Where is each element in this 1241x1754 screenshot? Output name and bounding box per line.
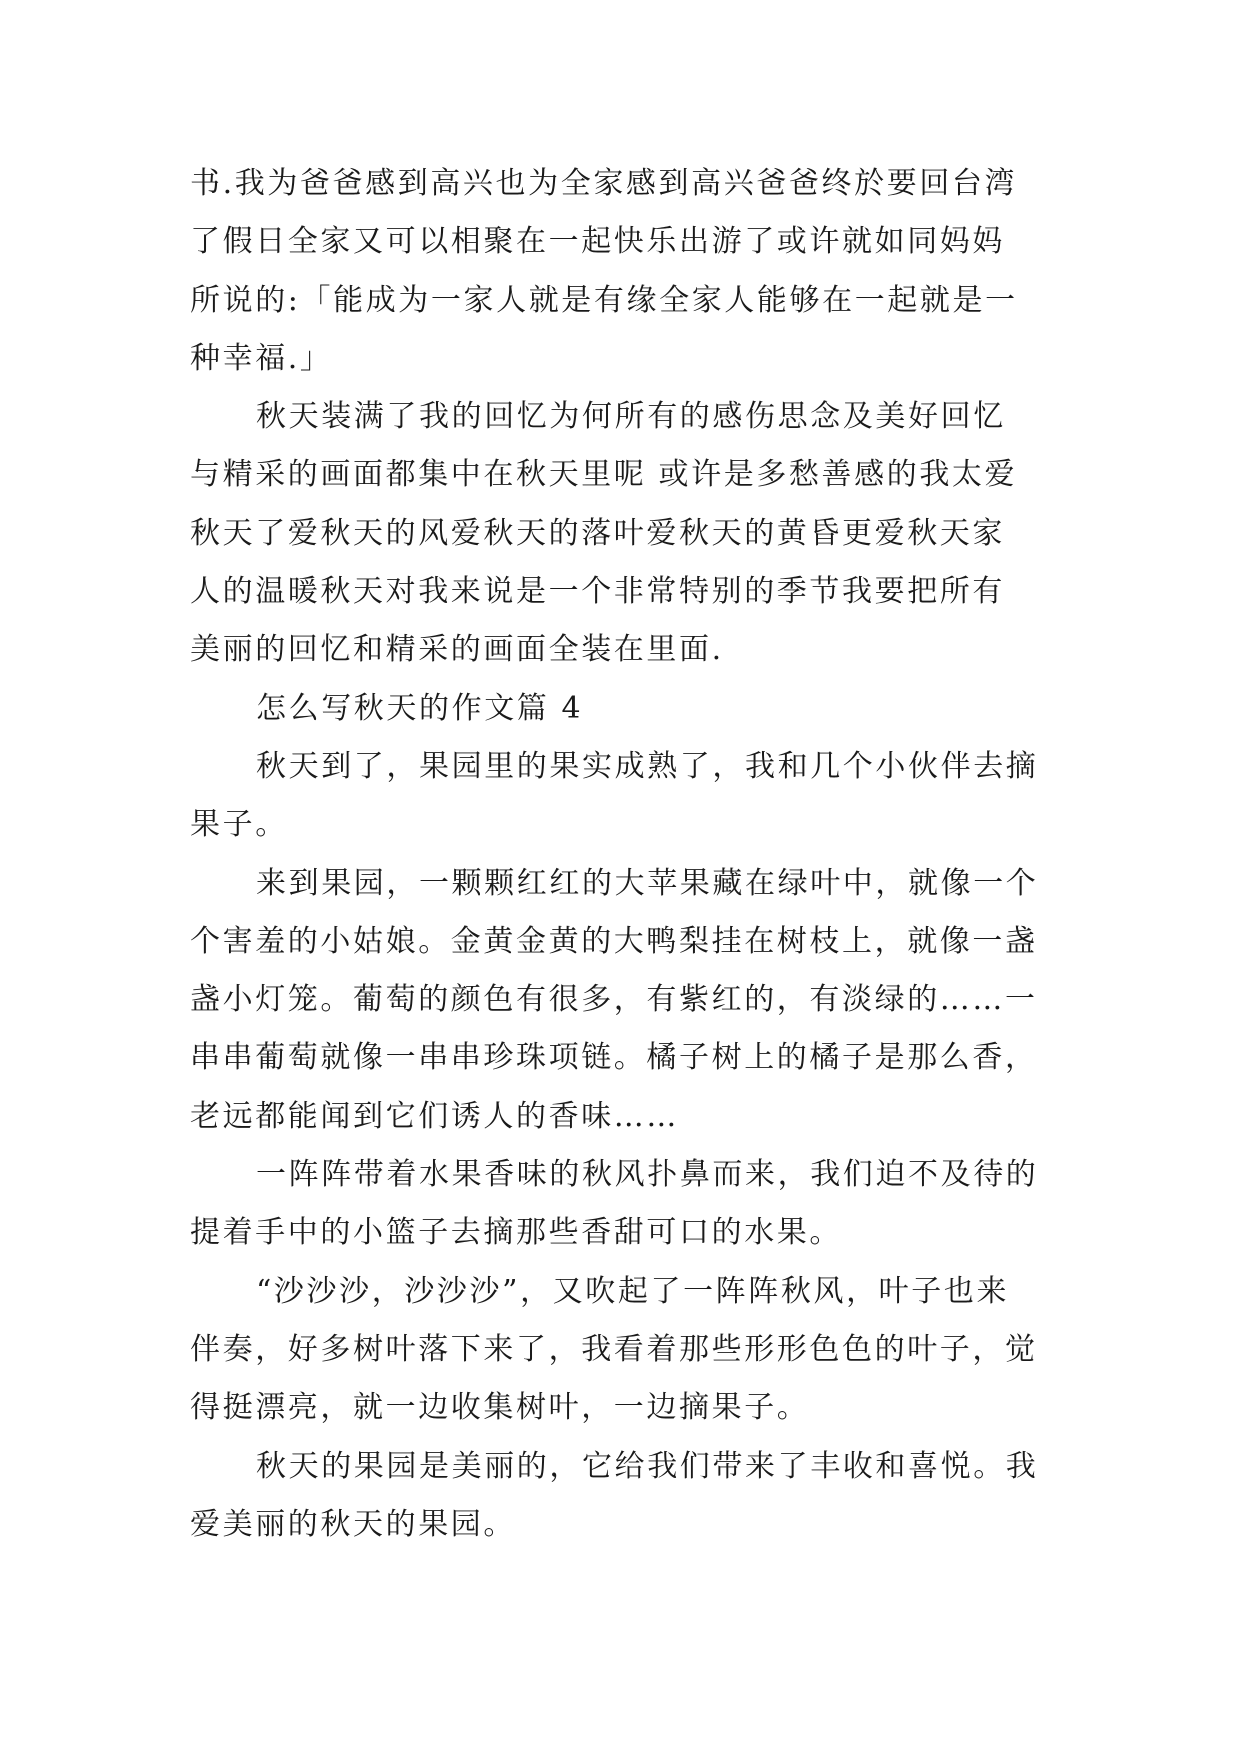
text-line: 得挺漂亮，就一边收集树叶，一边摘果子。 — [190, 1390, 810, 1426]
text-line: 个害羞的小姑娘。金黄金黄的大鸭梨挂在树枝上，就像一盏 — [190, 923, 1038, 959]
text-line: 所说的:「能成为一家人就是有缘全家人能够在一起就是一 — [190, 282, 1018, 318]
document-page — [190, 155, 1070, 1554]
paragraph-first-line: 一阵阵带着水果香味的秋风扑鼻而来，我们迫不及待的 — [256, 1157, 1039, 1193]
text-line: 了假日全家又可以相聚在一起快乐出游了或许就如同妈妈 — [190, 224, 1005, 260]
text-line: 果子。 — [190, 807, 288, 843]
paragraph-first-line: “沙沙沙，沙沙沙”，又吹起了一阵阵秋风，叶子也来 — [256, 1273, 1010, 1309]
text-line: 美丽的回忆和精采的画面全装在里面. — [190, 632, 724, 668]
text-line: 老远都能闻到它们诱人的香味…… — [190, 1098, 679, 1134]
text-line: 提着手中的小篮子去摘那些香甜可口的水果。 — [190, 1215, 842, 1251]
text-line: 与精采的画面都集中在秋天里呢 或许是多愁善感的我太爱 — [190, 457, 1018, 493]
text-line: 书.我为爸爸感到高兴也为全家感到高兴爸爸终於要回台湾 — [190, 166, 1018, 201]
text-line: 串串葡萄就像一串串珍珠项链。橘子树上的橘子是那么香， — [190, 1040, 1038, 1076]
text-line: 秋天了爱秋天的风爱秋天的落叶爱秋天的黄昏更爱秋天家 — [190, 515, 1005, 551]
section-heading: 怎么写秋天的作文篇 4 — [256, 690, 584, 726]
paragraph-first-line: 来到果园，一颗颗红红的大苹果藏在绿叶中，就像一个 — [256, 865, 1039, 901]
text-line: 盏小灯笼。葡萄的颜色有很多，有紫红的，有淡绿的……一 — [190, 982, 1038, 1018]
text-line: 人的温暖秋天对我来说是一个非常特别的季节我要把所有 — [190, 574, 1005, 610]
paragraph-first-line: 秋天到了，果园里的果实成熟了，我和几个小伙伴去摘 — [256, 748, 1039, 784]
paragraph-first-line: 秋天装满了我的回忆为何所有的感伤思念及美好回忆 — [256, 399, 1006, 435]
text-line: 伴奏，好多树叶落下来了，我看着那些形形色色的叶子，觉 — [190, 1331, 1038, 1367]
text-line: 爱美丽的秋天的果园。 — [190, 1506, 516, 1542]
text-line: 种幸福.」 — [190, 340, 333, 376]
paragraph-first-line: 秋天的果园是美丽的，它给我们带来了丰收和喜悦。我 — [256, 1448, 1039, 1484]
